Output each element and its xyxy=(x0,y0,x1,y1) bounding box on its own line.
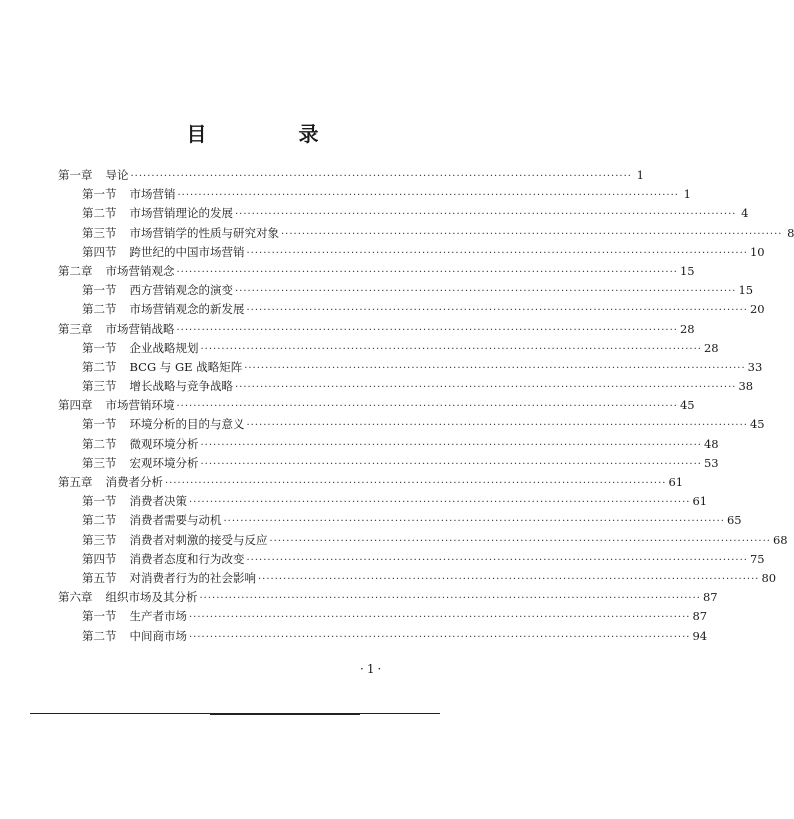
entry-page: 38 xyxy=(738,379,754,394)
dot-leader: ························································································································ xyxy=(223,516,725,528)
entry-title: 消费者决策 xyxy=(129,494,187,509)
dot-leader: ························································································································ xyxy=(281,228,783,240)
toc-section-entry xyxy=(58,416,765,435)
entry-title: 市场营销 xyxy=(129,187,176,202)
entry-page: 8 xyxy=(787,225,794,240)
toc-section-entry xyxy=(58,551,765,570)
entry-title: 对消费者行为的社会影响 xyxy=(129,570,256,585)
dot-leader: ························································································································ xyxy=(176,401,678,413)
entry-title: 市场营销学的性质与研究对象 xyxy=(129,225,279,240)
entry-page: 10 xyxy=(749,244,765,259)
toc-chapter-entry xyxy=(58,589,718,608)
entry-title: 市场营销理论的发展 xyxy=(129,206,233,221)
dot-leader: ························································································································ xyxy=(189,497,691,509)
entry-label: 第四节 xyxy=(82,551,117,566)
dot-leader: ························································································································ xyxy=(269,535,771,547)
entry-title: 组织市场及其分析 xyxy=(105,590,198,605)
entry-page: 1 xyxy=(636,168,644,182)
entry-label: 第二章 xyxy=(58,263,93,278)
entry-label: 第一节 xyxy=(82,609,117,624)
entry-page: 65 xyxy=(726,513,742,528)
toc-section-entry xyxy=(58,436,719,455)
dot-leader: ························································································································ xyxy=(244,362,746,374)
dot-leader: ························································································································ xyxy=(246,247,748,259)
entry-label: 第三节 xyxy=(82,379,117,394)
dot-leader: ························································································································ xyxy=(200,458,702,470)
dot-leader: ························································································································ xyxy=(246,420,748,432)
entry-page: 87 xyxy=(702,590,718,605)
dot-leader: ························································································································ xyxy=(177,190,679,202)
entry-page: 33 xyxy=(747,359,763,374)
entry-label: 第五章 xyxy=(58,475,93,489)
entry-page: 15 xyxy=(738,283,754,298)
entry-page: 28 xyxy=(679,321,695,336)
entry-label: 第二节 xyxy=(82,628,117,643)
dot-leader: ························································································································ xyxy=(200,439,702,451)
dot-leader: ························································································································ xyxy=(246,305,748,317)
entry-page: 61 xyxy=(668,475,684,489)
toc-section-entry xyxy=(58,225,794,244)
bottom-rule-center xyxy=(210,713,360,715)
toc-section-entry xyxy=(58,378,754,397)
entry-title: 中间商市场 xyxy=(129,628,187,643)
dot-leader: ························································································································ xyxy=(200,343,702,355)
dot-leader: ························································································································ xyxy=(130,171,632,182)
entry-page: 45 xyxy=(679,398,695,413)
toc-section-entry xyxy=(58,493,708,512)
table-of-contents xyxy=(58,167,794,647)
toc-section-entry xyxy=(58,301,765,320)
toc-section-entry xyxy=(58,628,708,647)
entry-label: 第三章 xyxy=(58,321,93,336)
dot-leader: ························································································································ xyxy=(199,593,701,605)
toc-section-entry xyxy=(58,359,763,378)
entry-title: 消费者分析 xyxy=(105,475,163,489)
entry-label: 第二节 xyxy=(82,513,117,528)
entry-page: 45 xyxy=(749,417,765,432)
entry-page: 4 xyxy=(741,206,749,221)
toc-section-entry xyxy=(58,205,749,224)
entry-title: 消费者态度和行为改变 xyxy=(129,551,245,566)
entry-page: 53 xyxy=(703,455,719,470)
bottom-rule-left xyxy=(30,713,210,714)
dot-leader: ························································································································ xyxy=(235,209,737,221)
dot-leader: ························································································································ xyxy=(189,612,691,624)
entry-page: 75 xyxy=(749,551,765,566)
entry-label: 第一节 xyxy=(82,417,117,432)
entry-label: 第四节 xyxy=(82,244,117,259)
entry-title: 市场营销战略 xyxy=(105,321,175,336)
toc-section-entry xyxy=(58,244,765,263)
entry-title: 微观环境分析 xyxy=(129,436,199,451)
entry-label: 第三节 xyxy=(82,225,117,240)
dot-leader: ························································································································ xyxy=(235,382,737,394)
dot-leader: ························································································································ xyxy=(235,286,737,298)
page-number: ·1· xyxy=(360,662,385,676)
entry-label: 第六章 xyxy=(58,590,93,605)
dot-leader: ························································································································ xyxy=(176,266,678,278)
entry-label: 第一节 xyxy=(82,187,117,202)
entry-title: 企业战略规划 xyxy=(129,340,199,355)
entry-label: 第一节 xyxy=(82,283,117,298)
toc-chapter-entry xyxy=(58,474,684,493)
bottom-rule-right xyxy=(360,713,440,714)
entry-label: 第三节 xyxy=(82,455,117,470)
entry-label: 第二节 xyxy=(82,359,117,374)
entry-page: 61 xyxy=(692,494,708,509)
entry-page: 1 xyxy=(683,187,691,202)
entry-label: 第一章 xyxy=(58,168,93,182)
entry-title: 市场营销观念 xyxy=(105,263,175,278)
toc-chapter-entry xyxy=(58,263,695,282)
entry-label: 第二节 xyxy=(82,206,117,221)
entry-label: 第三节 xyxy=(82,532,117,547)
entry-title: 生产者市场 xyxy=(129,609,187,624)
entry-title: 环境分析的目的与意义 xyxy=(129,417,245,432)
page-title: 目 录 xyxy=(186,122,355,146)
entry-title: 市场营销观念的新发展 xyxy=(129,302,245,317)
entry-title: 导论 xyxy=(105,168,129,182)
entry-label: 第一节 xyxy=(82,494,117,509)
entry-title: 消费者需要与动机 xyxy=(129,513,222,528)
toc-section-entry xyxy=(58,512,742,531)
toc-section-entry xyxy=(58,340,719,359)
entry-page: 28 xyxy=(703,340,719,355)
entry-page: 80 xyxy=(761,570,777,585)
toc-section-entry xyxy=(58,608,708,627)
toc-section-entry xyxy=(58,282,754,301)
entry-title: 市场营销环境 xyxy=(105,398,175,413)
entry-label: 第二节 xyxy=(82,436,117,451)
dot-leader: ························································································································ xyxy=(189,631,691,643)
toc-section-entry xyxy=(58,455,719,474)
toc-section-entry xyxy=(58,532,788,551)
toc-chapter-entry xyxy=(58,397,695,416)
entry-title: 消费者对刺激的接受与反应 xyxy=(129,532,268,547)
dot-leader: ························································································································ xyxy=(258,573,760,585)
entry-page: 20 xyxy=(749,302,765,317)
entry-label: 第一节 xyxy=(82,340,117,355)
entry-label: 第五节 xyxy=(82,570,117,585)
toc-chapter-entry xyxy=(58,167,644,186)
toc-chapter-entry xyxy=(58,321,695,340)
dot-leader: ························································································································ xyxy=(176,324,678,336)
entry-page: 48 xyxy=(703,436,719,451)
entry-page: 15 xyxy=(679,263,695,278)
toc-section-entry xyxy=(58,186,691,205)
dot-leader: ························································································································ xyxy=(246,554,748,566)
entry-page: 68 xyxy=(772,532,788,547)
entry-title: 增长战略与竞争战略 xyxy=(129,379,233,394)
dot-leader: ························································································································ xyxy=(165,478,667,489)
entry-title: 西方营销观念的演变 xyxy=(129,283,233,298)
entry-page: 94 xyxy=(692,628,708,643)
toc-section-entry xyxy=(58,570,777,589)
entry-title: 跨世纪的中国市场营销 xyxy=(129,244,245,259)
entry-page: 87 xyxy=(692,609,708,624)
entry-label: 第二节 xyxy=(82,302,117,317)
entry-label: 第四章 xyxy=(58,398,93,413)
entry-title: BCG 与 GE 战略矩阵 xyxy=(129,359,243,374)
entry-title: 宏观环境分析 xyxy=(129,455,199,470)
